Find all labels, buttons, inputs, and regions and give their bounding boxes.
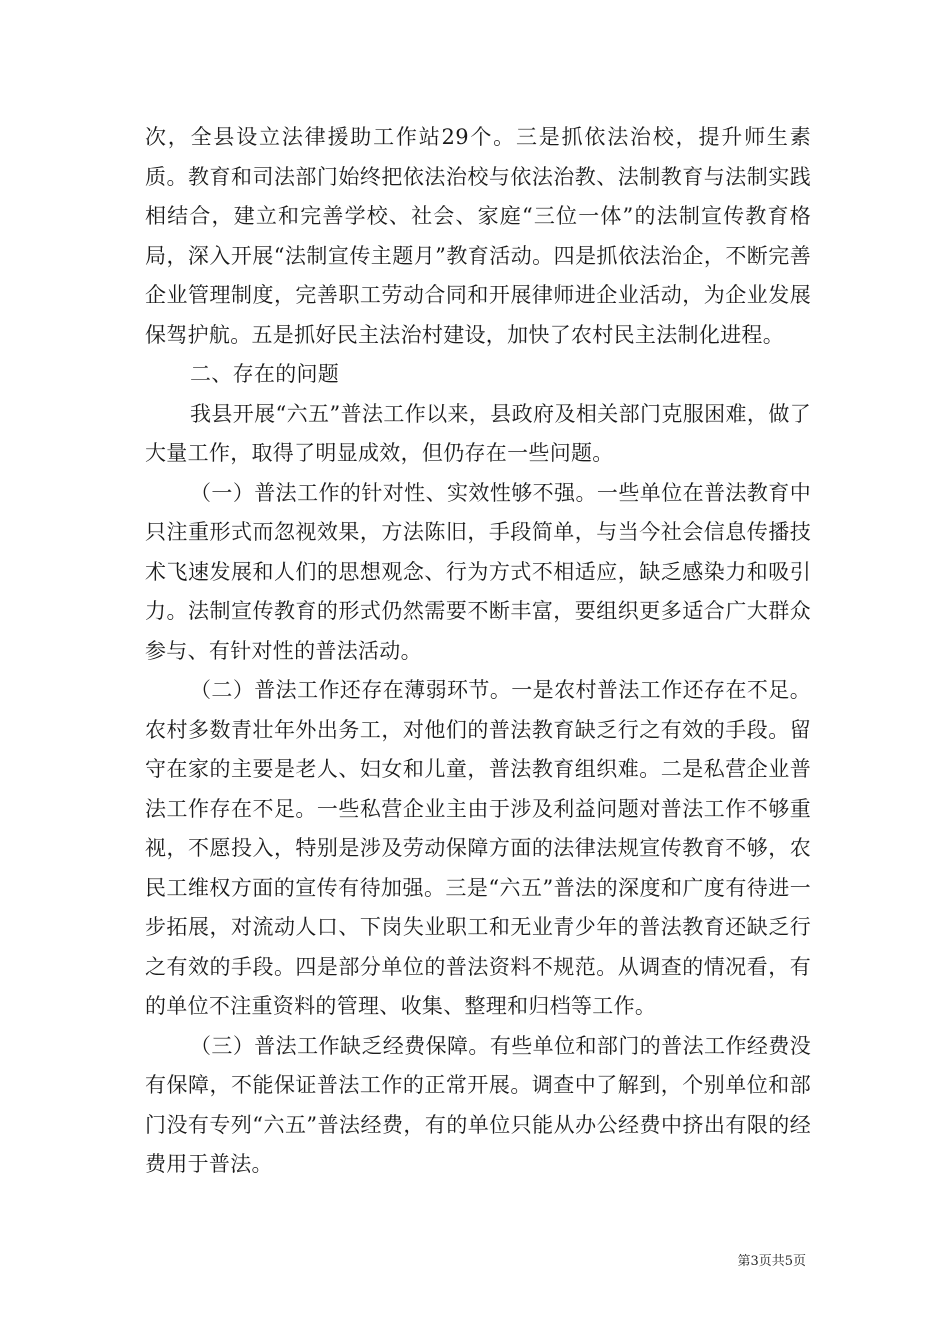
paragraph-continuation: 次，全县设立法律援助工作站29个。三是抓依法治校，提升师生素质。教育和司法部门始终把依法治校与依法治教、法制教育与法制实践相结合，建立和完善学校、社会、家庭“三位一体”的法制宣传教育格局，深入开展“法制宣传主题月”教育活动。四是抓依法治企，不断完善企业管理制度，完善职工劳动合同和开展律师进企业活动，为企业发展保驾护航。五是抓好民主法治村建设，加快了农村民主法制化进程。 [145,125,811,347]
document-body [145,118,811,1185]
section-heading-problems: 二、存在的问题 [190,362,340,386]
page-number-footer: 第3页共5页 [737,1254,806,1269]
paragraph-problem-2: （二）普法工作还存在薄弱环节。一是农村普法工作还存在不足。农村多数青壮年外出务工，对他们的普法教育缺乏行之有效的手段。留守在家的主要是老人、妇女和儿童，普法教育组织难。二是私营企业普法工作存在不足。一些私营企业主由于涉及利益问题对普法工作不够重视，不愿投入，特别是涉及劳动保障方面的法律法规宣传教育不够，农民工维权方面的宣传有待加强。三是“六五”普法的深度和广度有待进一步拓展，对流动人口、下岗失业职工和无业青少年的普法教育还缺乏行之有效的手段。四是部分单位的普法资料不规范。从调查的情况看，有的单位不注重资料的管理、收集、整理和归档等工作。 [145,678,811,1018]
paragraph-problem-3: （三）普法工作缺乏经费保障。有些单位和部门的普法工作经费没有保障，不能保证普法工作的正常开展。调查中了解到，个别单位和部门没有专列“六五”普法经费，有的单位只能从办公经费中挤出有限的经费用于普法。 [145,1033,811,1176]
paragraph-intro: 我县开展“六五”普法工作以来，县政府及相关部门克服困难，做了大量工作，取得了明显成效，但仍存在一些问题。 [145,401,811,465]
paragraph-problem-1: （一）普法工作的针对性、实效性够不强。一些单位在普法教育中只注重形式而忽视效果，方法陈旧，手段简单，与当今社会信息传播技术飞速发展和人们的思想观念、行为方式不相适应，缺乏感染力和吸引力。法制宣传教育的形式仍然需要不断丰富，要组织更多适合广大群众参与、有针对性的普法活动。 [145,480,811,663]
